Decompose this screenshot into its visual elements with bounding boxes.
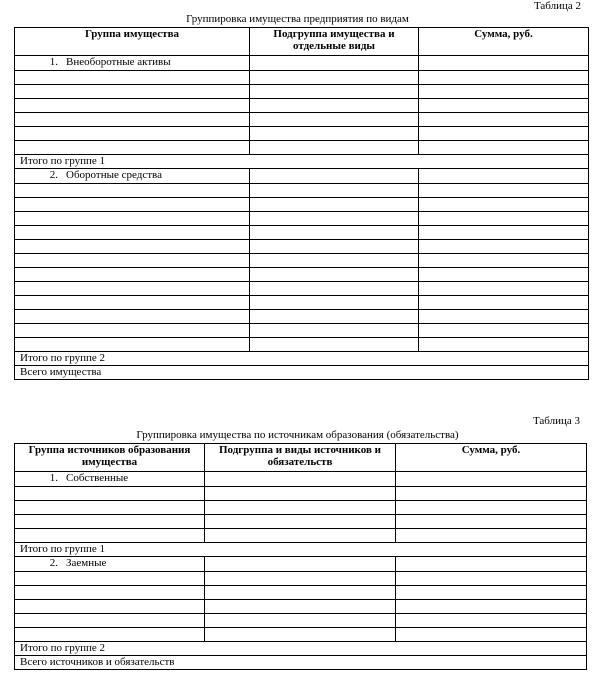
table-cell[interactable]	[205, 487, 396, 501]
empty-entry-row	[15, 614, 587, 628]
table-cell[interactable]	[419, 310, 589, 324]
table-cell[interactable]	[205, 614, 396, 628]
header-source-group: Группа источников образования имущества	[15, 444, 205, 472]
subtotal-row	[15, 543, 587, 557]
table-cell[interactable]	[250, 324, 419, 338]
empty-entry-row	[15, 226, 589, 240]
empty-entry-row	[15, 296, 589, 310]
table-cell[interactable]	[15, 515, 205, 529]
empty-entry-row	[15, 600, 587, 614]
table-cell[interactable]	[419, 296, 589, 310]
table-cell[interactable]	[250, 254, 419, 268]
total-label: Всего имущества	[15, 366, 589, 380]
group-row	[15, 557, 587, 572]
table-cell[interactable]	[205, 557, 396, 572]
table2-label: Таблица 2	[533, 0, 581, 12]
table3-label: Таблица 3	[532, 415, 580, 427]
empty-entry-row	[15, 212, 589, 226]
table-cell[interactable]	[205, 515, 396, 529]
table-header-row	[15, 28, 589, 56]
table2-title: Группировка имущества предприятия по видам	[186, 13, 409, 25]
table-cell[interactable]	[419, 184, 589, 198]
empty-entry-row	[15, 586, 587, 600]
table3-funding-sources	[14, 443, 587, 670]
table-cell[interactable]	[205, 572, 396, 586]
table-cell[interactable]	[250, 71, 419, 85]
subtotal-row	[15, 642, 587, 656]
subtotal-label: Итого по группе 2	[15, 352, 589, 366]
table-cell[interactable]	[419, 268, 589, 282]
table-cell[interactable]	[205, 586, 396, 600]
empty-entry-row	[15, 628, 587, 642]
table-cell[interactable]	[250, 338, 419, 352]
table-cell[interactable]	[15, 240, 250, 254]
table-cell[interactable]	[15, 296, 250, 310]
subtotal-row	[15, 352, 589, 366]
table-cell[interactable]	[419, 99, 589, 113]
empty-entry-row	[15, 282, 589, 296]
table-cell[interactable]	[205, 501, 396, 515]
group-name: Заемные	[66, 557, 107, 569]
table-cell[interactable]	[205, 628, 396, 642]
table-cell[interactable]	[250, 240, 419, 254]
table-cell[interactable]	[396, 557, 587, 572]
table-cell[interactable]	[250, 85, 419, 99]
empty-entry-row	[15, 254, 589, 268]
table-cell[interactable]	[250, 169, 419, 184]
table-cell[interactable]	[15, 324, 250, 338]
table-cell[interactable]	[396, 628, 587, 642]
table-cell[interactable]	[15, 310, 250, 324]
table-cell[interactable]	[15, 198, 250, 212]
table-cell[interactable]	[250, 127, 419, 141]
table-cell[interactable]	[15, 586, 205, 600]
table-cell[interactable]	[15, 282, 250, 296]
table-cell[interactable]	[15, 212, 250, 226]
total-label: Всего источников и обязательств	[15, 656, 587, 670]
table-cell[interactable]	[419, 198, 589, 212]
table-cell[interactable]	[419, 324, 589, 338]
empty-entry-row	[15, 127, 589, 141]
group-row	[15, 169, 589, 184]
group-name: Оборотные средства	[66, 169, 162, 181]
empty-entry-row	[15, 198, 589, 212]
table-cell[interactable]	[15, 628, 205, 642]
table-header-row	[15, 444, 587, 472]
table-cell[interactable]	[396, 487, 587, 501]
table-cell[interactable]	[419, 113, 589, 127]
table-cell[interactable]	[250, 198, 419, 212]
table-cell[interactable]	[250, 226, 419, 240]
group-row	[15, 56, 589, 71]
empty-entry-row	[15, 184, 589, 198]
header-asset-group: Группа имущества	[15, 28, 250, 56]
table-cell[interactable]	[250, 113, 419, 127]
empty-entry-row	[15, 501, 587, 515]
empty-entry-row	[15, 268, 589, 282]
table-cell[interactable]	[250, 268, 419, 282]
empty-entry-row	[15, 572, 587, 586]
table-cell[interactable]	[15, 254, 250, 268]
empty-entry-row	[15, 71, 589, 85]
table-cell[interactable]	[396, 572, 587, 586]
table-cell[interactable]	[15, 99, 250, 113]
table-cell[interactable]	[419, 212, 589, 226]
table3-title: Группировка имущества по источникам образования (обязательства)	[136, 429, 459, 441]
table-cell[interactable]	[419, 85, 589, 99]
empty-entry-row	[15, 141, 589, 155]
empty-entry-row	[15, 324, 589, 338]
total-row	[15, 366, 589, 380]
table-cell[interactable]	[250, 296, 419, 310]
subtotal-row	[15, 155, 589, 169]
table-cell[interactable]	[15, 487, 205, 501]
table-cell[interactable]	[15, 113, 250, 127]
table-cell[interactable]	[15, 572, 205, 586]
total-row	[15, 656, 587, 670]
empty-entry-row	[15, 240, 589, 254]
table-cell[interactable]	[15, 338, 250, 352]
table2-asset-groups	[14, 27, 589, 380]
table-cell[interactable]	[205, 529, 396, 543]
table-cell[interactable]	[250, 310, 419, 324]
table-cell[interactable]	[396, 501, 587, 515]
group-name-cell	[15, 472, 205, 487]
empty-entry-row	[15, 338, 589, 352]
table-cell[interactable]	[15, 600, 205, 614]
table-cell[interactable]	[419, 169, 589, 184]
group-number: 2.	[49, 557, 58, 569]
table-cell[interactable]	[250, 212, 419, 226]
group-name-cell	[15, 56, 250, 71]
table-cell[interactable]	[15, 184, 250, 198]
table-cell[interactable]	[15, 529, 205, 543]
table-cell[interactable]	[419, 338, 589, 352]
empty-entry-row	[15, 487, 587, 501]
empty-entry-row	[15, 113, 589, 127]
table-cell[interactable]	[419, 141, 589, 155]
table-cell[interactable]	[15, 226, 250, 240]
group-row	[15, 472, 587, 487]
header-subgroup: Подгруппа и виды источников и обязательств	[205, 444, 396, 472]
empty-entry-row	[15, 99, 589, 113]
table-cell[interactable]	[419, 254, 589, 268]
table-cell[interactable]	[15, 141, 250, 155]
group-name: Внеоборотные активы	[66, 56, 171, 68]
table-cell[interactable]	[15, 501, 205, 515]
group-name-cell	[15, 169, 250, 184]
table-cell[interactable]	[15, 614, 205, 628]
table-cell[interactable]	[419, 282, 589, 296]
table-cell[interactable]	[250, 184, 419, 198]
subtotal-label: Итого по группе 1	[15, 155, 589, 169]
table-cell[interactable]	[419, 71, 589, 85]
table-cell[interactable]	[396, 529, 587, 543]
table-cell[interactable]	[396, 600, 587, 614]
empty-entry-row	[15, 515, 587, 529]
table-cell[interactable]	[396, 472, 587, 487]
header-amount: Сумма, руб.	[419, 28, 589, 56]
table-cell[interactable]	[396, 586, 587, 600]
group-name-cell	[15, 557, 205, 572]
table-cell[interactable]	[250, 56, 419, 71]
empty-entry-row	[15, 85, 589, 99]
table-cell[interactable]	[15, 71, 250, 85]
group-number: 1.	[49, 56, 58, 68]
empty-entry-row	[15, 529, 587, 543]
table-cell[interactable]	[250, 141, 419, 155]
table-cell[interactable]	[250, 99, 419, 113]
table-cell[interactable]	[205, 472, 396, 487]
table-cell[interactable]	[205, 600, 396, 614]
table-cell[interactable]	[419, 56, 589, 71]
subtotal-label: Итого по группе 2	[15, 642, 587, 656]
table-cell[interactable]	[419, 226, 589, 240]
table-cell[interactable]	[396, 614, 587, 628]
group-name: Собственные	[66, 472, 129, 484]
group-number: 1.	[49, 472, 58, 484]
table-cell[interactable]	[419, 127, 589, 141]
table-cell[interactable]	[15, 268, 250, 282]
table-cell[interactable]	[250, 282, 419, 296]
table-cell[interactable]	[15, 85, 250, 99]
table-cell[interactable]	[15, 127, 250, 141]
header-subgroup: Подгруппа имущества и отдельные виды	[250, 28, 419, 56]
table-cell[interactable]	[396, 515, 587, 529]
empty-entry-row	[15, 310, 589, 324]
table-cell[interactable]	[419, 240, 589, 254]
group-number: 2.	[49, 169, 58, 181]
subtotal-label: Итого по группе 1	[15, 543, 587, 557]
header-amount: Сумма, руб.	[396, 444, 587, 472]
